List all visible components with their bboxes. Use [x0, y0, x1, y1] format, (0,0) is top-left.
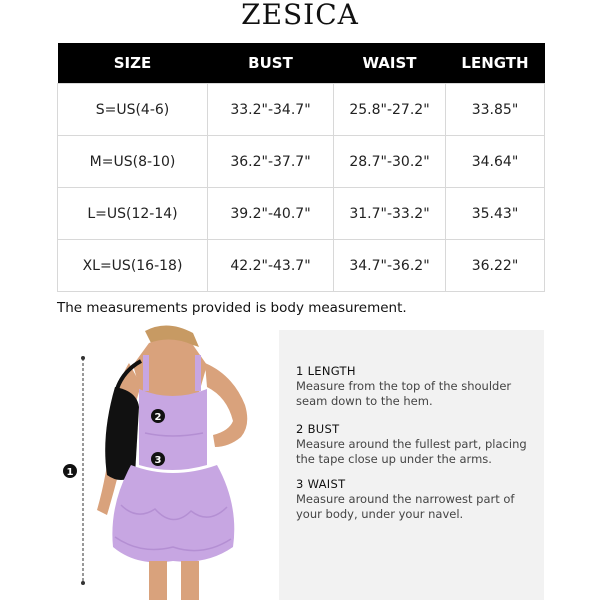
guide-waist	[296, 477, 536, 522]
cell-length: 36.22"	[446, 240, 545, 292]
measurement-note: The measurements provided is body measurement.	[57, 300, 407, 316]
cell-length: 35.43"	[446, 188, 545, 240]
marker-1-label: 1	[66, 467, 74, 478]
header-length: LENGTH	[446, 43, 545, 84]
dress-bodice-shape	[139, 389, 207, 470]
cell-size: M=US(8-10)	[58, 136, 208, 188]
cell-bust: 33.2"-34.7"	[208, 84, 334, 136]
cell-bust: 36.2"-37.7"	[208, 136, 334, 188]
model-photo	[57, 325, 277, 600]
guide-length-desc: Measure from the top of the shoulder seam down to the hem.	[296, 379, 512, 408]
cell-waist: 31.7"-33.2"	[334, 188, 446, 240]
cell-length: 33.85"	[446, 84, 545, 136]
table-row	[58, 84, 545, 136]
marker-1	[63, 464, 77, 478]
length-top-dot	[81, 356, 85, 360]
guide-bust-desc: Measure around the fullest part, placing the tape close up under the arms.	[296, 437, 527, 466]
guide-length-heading: 1 LENGTH	[296, 364, 356, 378]
guide-waist-desc: Measure around the narrowest part of your body, under your navel.	[296, 492, 515, 521]
cell-waist: 25.8"-27.2"	[334, 84, 446, 136]
table-header-row	[58, 43, 545, 84]
marker-2-label: 2	[154, 412, 162, 423]
size-chart-table	[57, 43, 545, 292]
header-size: SIZE	[58, 43, 208, 84]
cell-size: L=US(12-14)	[58, 188, 208, 240]
dress-strap-left	[143, 355, 149, 391]
handbag-shape	[105, 387, 139, 480]
table-row	[58, 136, 545, 188]
cell-waist: 28.7"-30.2"	[334, 136, 446, 188]
dress-strap-right	[195, 355, 201, 391]
guide-waist-heading: 3 WAIST	[296, 477, 346, 491]
cell-bust: 39.2"-40.7"	[208, 188, 334, 240]
cell-length: 34.64"	[446, 136, 545, 188]
header-waist: WAIST	[334, 43, 446, 84]
right-leg-shape	[181, 561, 199, 600]
left-leg-shape	[149, 561, 167, 600]
measuring-guide-panel	[279, 330, 544, 600]
guide-bust-heading: 2 BUST	[296, 422, 340, 436]
guide-bust	[296, 422, 536, 467]
marker-3-label: 3	[154, 455, 162, 466]
cell-size: XL=US(16-18)	[58, 240, 208, 292]
header-bust: BUST	[208, 43, 334, 84]
cell-waist: 34.7"-36.2"	[334, 240, 446, 292]
table-row	[58, 240, 545, 292]
model-illustration	[57, 325, 277, 600]
table-row	[58, 188, 545, 240]
marker-3	[151, 452, 165, 466]
cell-bust: 42.2"-43.7"	[208, 240, 334, 292]
length-bottom-dot	[81, 581, 85, 585]
right-arm-shape	[205, 363, 247, 447]
marker-2	[151, 409, 165, 423]
brand-logo: ZESICA	[241, 0, 359, 31]
cell-size: S=US(4-6)	[58, 84, 208, 136]
guide-length	[296, 364, 536, 409]
